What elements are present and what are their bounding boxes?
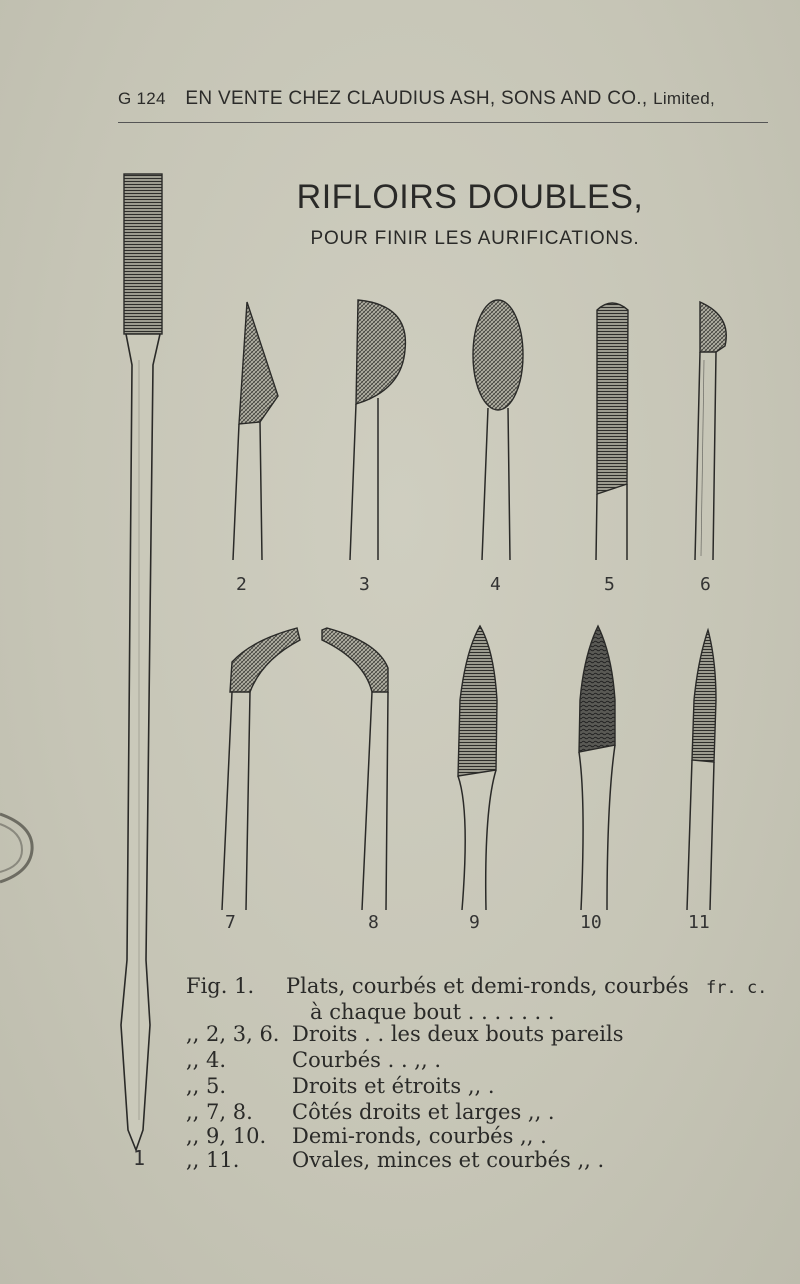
page-edge-mark <box>0 810 36 886</box>
tool-figure-6 <box>695 302 726 560</box>
caption-prefix: ,, 7, 8. <box>186 1100 253 1124</box>
caption-row-2 <box>186 1000 555 1024</box>
figure-label-3: 3 <box>359 574 370 595</box>
caption-text: à chaque bout . . . . . . . <box>310 1000 555 1024</box>
tool-figure-3 <box>350 300 405 560</box>
page-subtitle: POUR FINIR LES AURIFICATIONS. <box>310 228 640 249</box>
caption-text: Demi-ronds, courbés ,, . <box>292 1124 547 1148</box>
tool-figure-7 <box>222 628 300 910</box>
price-column-header: fr. c. <box>706 978 768 998</box>
caption-text: Droits . . les deux bouts pareils <box>292 1022 624 1046</box>
figure-label-1: 1 <box>133 1146 146 1170</box>
tool-figure-11 <box>687 630 716 910</box>
caption-row-4 <box>186 1048 441 1072</box>
caption-prefix: ,, 5. <box>186 1074 227 1098</box>
figure-label-10: 10 <box>580 912 602 933</box>
caption-prefix: ,, 4. <box>186 1048 227 1072</box>
figure-label-2: 2 <box>236 574 247 595</box>
tool-figure-5 <box>596 303 628 560</box>
caption-row-6 <box>186 1100 555 1124</box>
caption-row-7 <box>186 1124 547 1148</box>
caption-row-5 <box>186 1074 495 1098</box>
figure-label-5: 5 <box>604 574 615 595</box>
tool-figure-8 <box>322 628 388 910</box>
caption-prefix: Fig. 1. <box>186 974 255 998</box>
figure-label-9: 9 <box>469 912 480 933</box>
figure-label-6: 6 <box>700 574 711 595</box>
caption-row-8 <box>186 1148 604 1172</box>
caption-prefix: ,, 11. <box>186 1148 240 1172</box>
header-suffix: Limited, <box>653 89 715 108</box>
tool-figure-10 <box>579 626 615 910</box>
tool-figure-2 <box>233 302 278 560</box>
page-title: RIFLOIRS DOUBLES, <box>296 178 644 216</box>
figure-label-8: 8 <box>368 912 379 933</box>
figure-label-11: 11 <box>688 912 710 933</box>
tool-figure-4 <box>473 300 523 560</box>
caption-prefix: ,, 2, 3, 6. <box>186 1022 280 1046</box>
caption-text: Droits et étroits ,, . <box>292 1074 495 1098</box>
caption-text: Ovales, minces et courbés ,, . <box>292 1148 605 1172</box>
caption-text: Courbés . . ,, . <box>292 1048 441 1072</box>
caption-text: Côtés droits et larges ,, . <box>292 1100 555 1124</box>
tool-figure-9 <box>458 626 497 910</box>
caption-row-3 <box>186 1022 623 1046</box>
tool-figure-1 <box>121 174 162 1150</box>
figure-label-4: 4 <box>490 574 501 595</box>
figure-label-7: 7 <box>225 912 236 933</box>
caption-row-1 <box>186 974 689 998</box>
header-text: EN VENTE CHEZ CLAUDIUS ASH, SONS AND CO., <box>185 88 648 109</box>
caption-prefix: ,, 9, 10. <box>186 1124 267 1148</box>
caption-text: Plats, courbés et demi-ronds, courbés <box>286 974 689 998</box>
page-reference: G 124 <box>118 89 166 108</box>
